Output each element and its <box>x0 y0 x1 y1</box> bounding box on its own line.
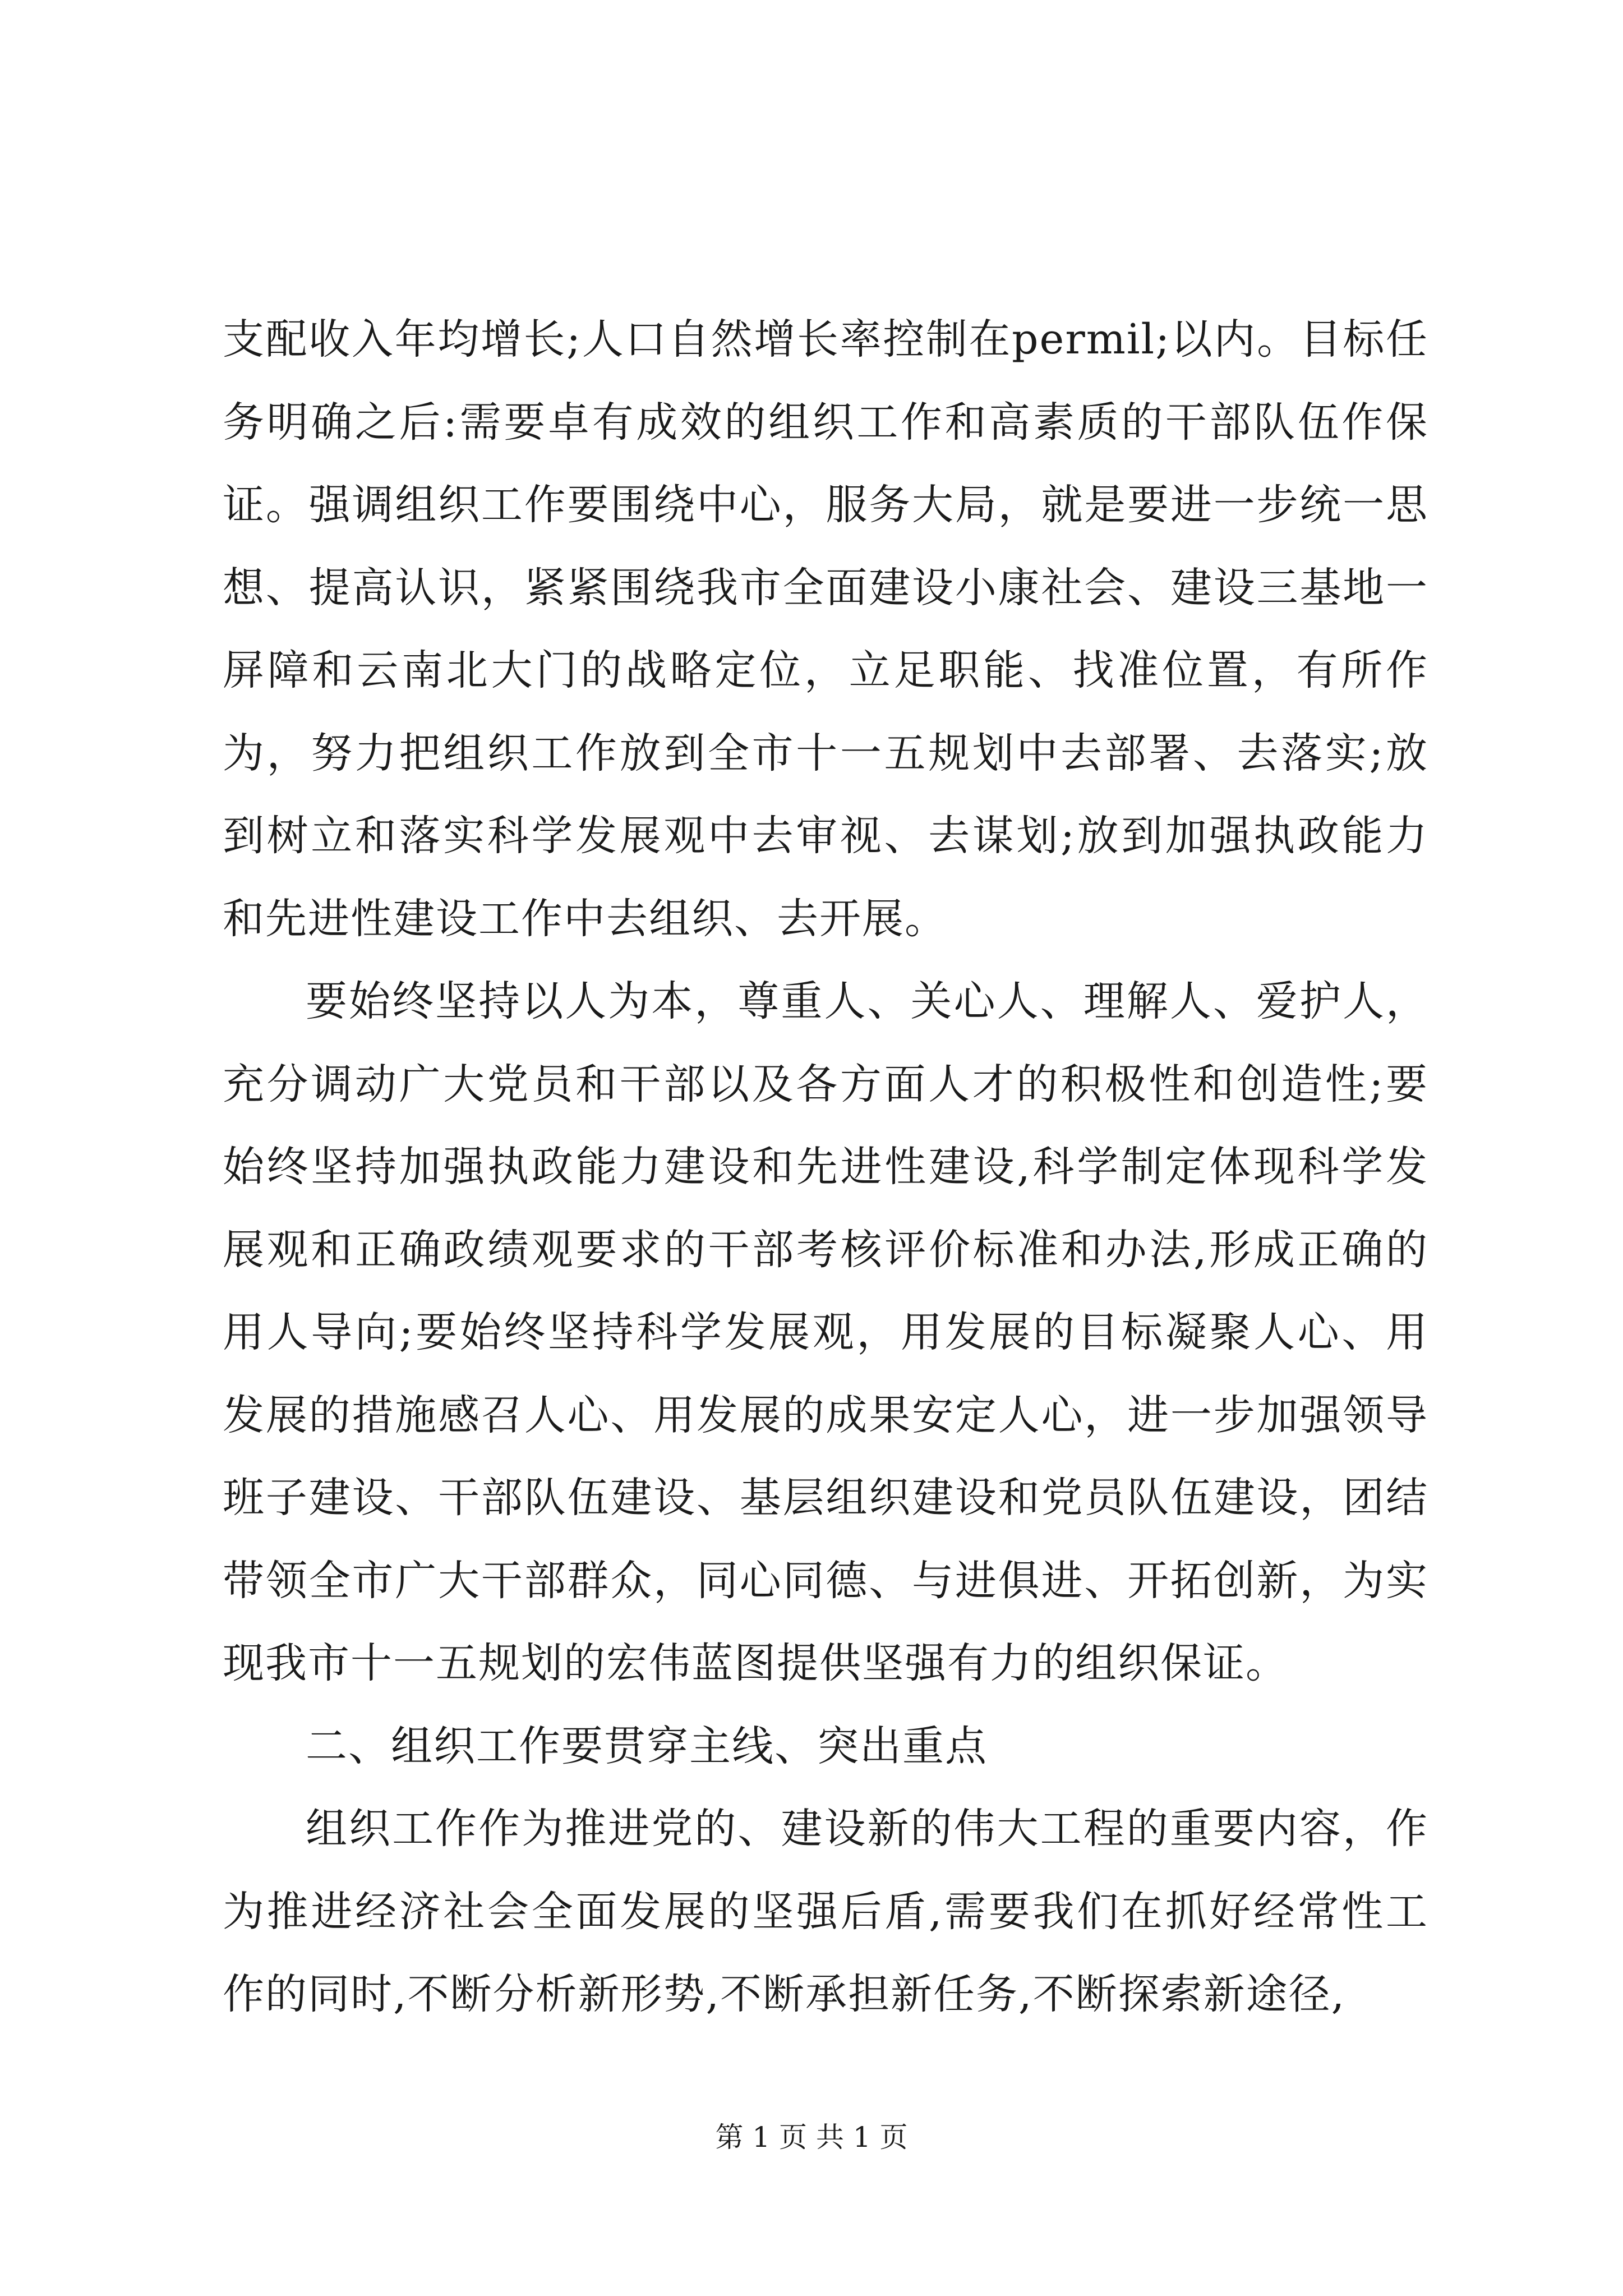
paragraph-1: 支配收入年均增长;人口自然增长率控制在permil;以内。目标任务明确之后:需要卓有成效的组织工作和高素质的干部队伍作保证。强调组织工作要围绕中心，服务大局，就是要进一步统一思想、提高认识，紧紧围绕我市全面建设小康社会、建设三基地一屏障和云南北大门的战略定位，立足职能、找准位置，有所作为，努力把组织工作放到全市十一五规划中去部署、去落实;放到树立和落实科学发展观中去审视、去谋划;放到加强执政能力和先进性建设工作中去组织、去开展。 <box>223 315 1428 943</box>
section-heading: 二、组织工作要贯穿主线、突出重点 <box>306 1722 988 1770</box>
paragraph-3: 组织工作作为推进党的、建设新的伟大工程的重要内容，作为推进经济社会全面发展的坚强后盾,需要我们在抓好经常性工作的同时,不断分析新形势,不断承担新任务,不断探索新途径, <box>223 1805 1428 2018</box>
paragraph-2: 要始终坚持以人为本，尊重人、关心人、理解人、爱护人，充分调动广大党员和干部以及各方面人才的积极性和创造性;要始终坚持加强执政能力建设和先进性建设,科学制定体现科学发展观和正确政绩观要求的干部考核评价标准和办法,形成正确的用人导向;要始终坚持科学发展观，用发展的目标凝聚人心、用发展的措施感召人心、用发展的成果安定人心，进一步加强领导班子建设、干部队伍建设、基层组织建设和党员队伍建设，团结带领全市广大干部群众，同心同德、与进俱进、开拓创新，为实现我市十一五规划的宏伟蓝图提供坚强有力的组织保证。 <box>223 977 1428 1687</box>
page-footer: 第 1 页 共 1 页 <box>715 2121 908 2154</box>
document-body <box>223 298 1428 2036</box>
